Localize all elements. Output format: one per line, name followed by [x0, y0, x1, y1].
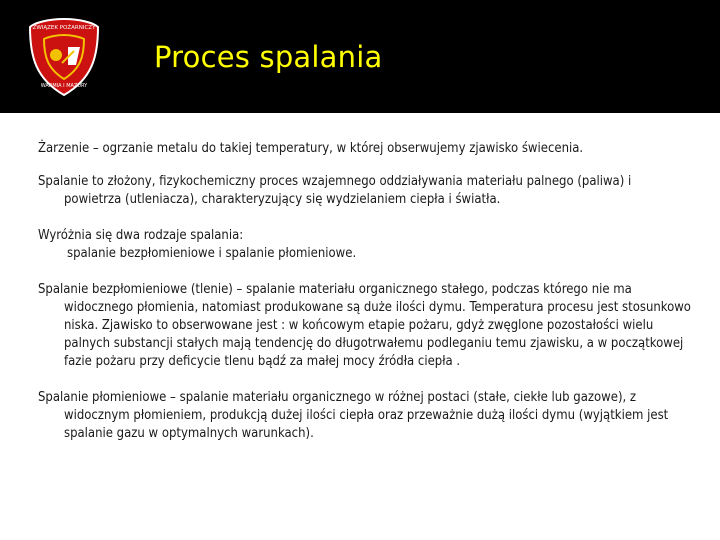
term-zarzenie: Żarzenie [38, 141, 90, 156]
main-content [38, 140, 692, 459]
page-title: Proces spalania [154, 40, 383, 74]
term-bezplomieniowe: Spalanie bezpłomieniowe (tlenie) [38, 282, 233, 297]
definition-spalanie: to złożony, fizykochemiczny proces wzajemnego oddziaływania materiału palnego (paliwa) i powietrza (utleniacza), charakteryzujący się wydzielaniem ciepła i światła. [64, 174, 632, 207]
paragraph-zarzenie [38, 140, 692, 158]
fire-brigade-emblem-icon [26, 17, 102, 97]
paragraph-rodzaje [38, 227, 692, 263]
definition-plomieniowe: – spalanie materiału organicznego w różnej postaci (stałe, ciekłe lub gazowe), z widocznym płomieniem, produkcją dużej ilości ciepła oraz przeważnie dużą ilości dymu (wyjątkiem jest spalanie gazu w optymalnych warunkach). [64, 390, 669, 441]
logo-top-text: ZWIĄZEK POŻARNICZY [32, 25, 96, 31]
definition-bezplomieniowe: – spalanie materiału organicznego stałego, podczas którego nie ma widocznego płomienia, natomiast produkowane są duże ilości dymu. Temperatura procesu jest stosunkowo niska. Zjawisko to obserwowane jest : w końcowym etapie pożaru, gdyż zwęglone pozostałości wielu palnych substancji stałych mają tendencję do długotrwałemu podleganiu temu zjawisku, a w początkowej fazie pożaru przy deficycie tlenu bądź za małej mocy źródła ciepła . [64, 282, 691, 369]
term-plomieniowe: Spalanie płomieniowe [38, 390, 167, 405]
rodzaje-line-1: Wyróżnia się dwa rodzaje spalania: [38, 228, 244, 243]
paragraph-bezplomieniowe [38, 281, 692, 371]
rodzaje-line-2: spalanie bezpłomieniowe i spalanie płomieniowe. [67, 246, 357, 261]
paragraph-spalanie [38, 173, 692, 209]
logo-bottom-text: WARMIA I MAZURY [40, 83, 88, 89]
term-spalanie: Spalanie [38, 174, 89, 189]
definition-zarzenie: – ogrzanie metalu do takiej temperatury, w której obserwujemy zjawisko świecenia. [89, 141, 584, 156]
header-bar [0, 0, 720, 113]
paragraph-plomieniowe [38, 389, 692, 443]
